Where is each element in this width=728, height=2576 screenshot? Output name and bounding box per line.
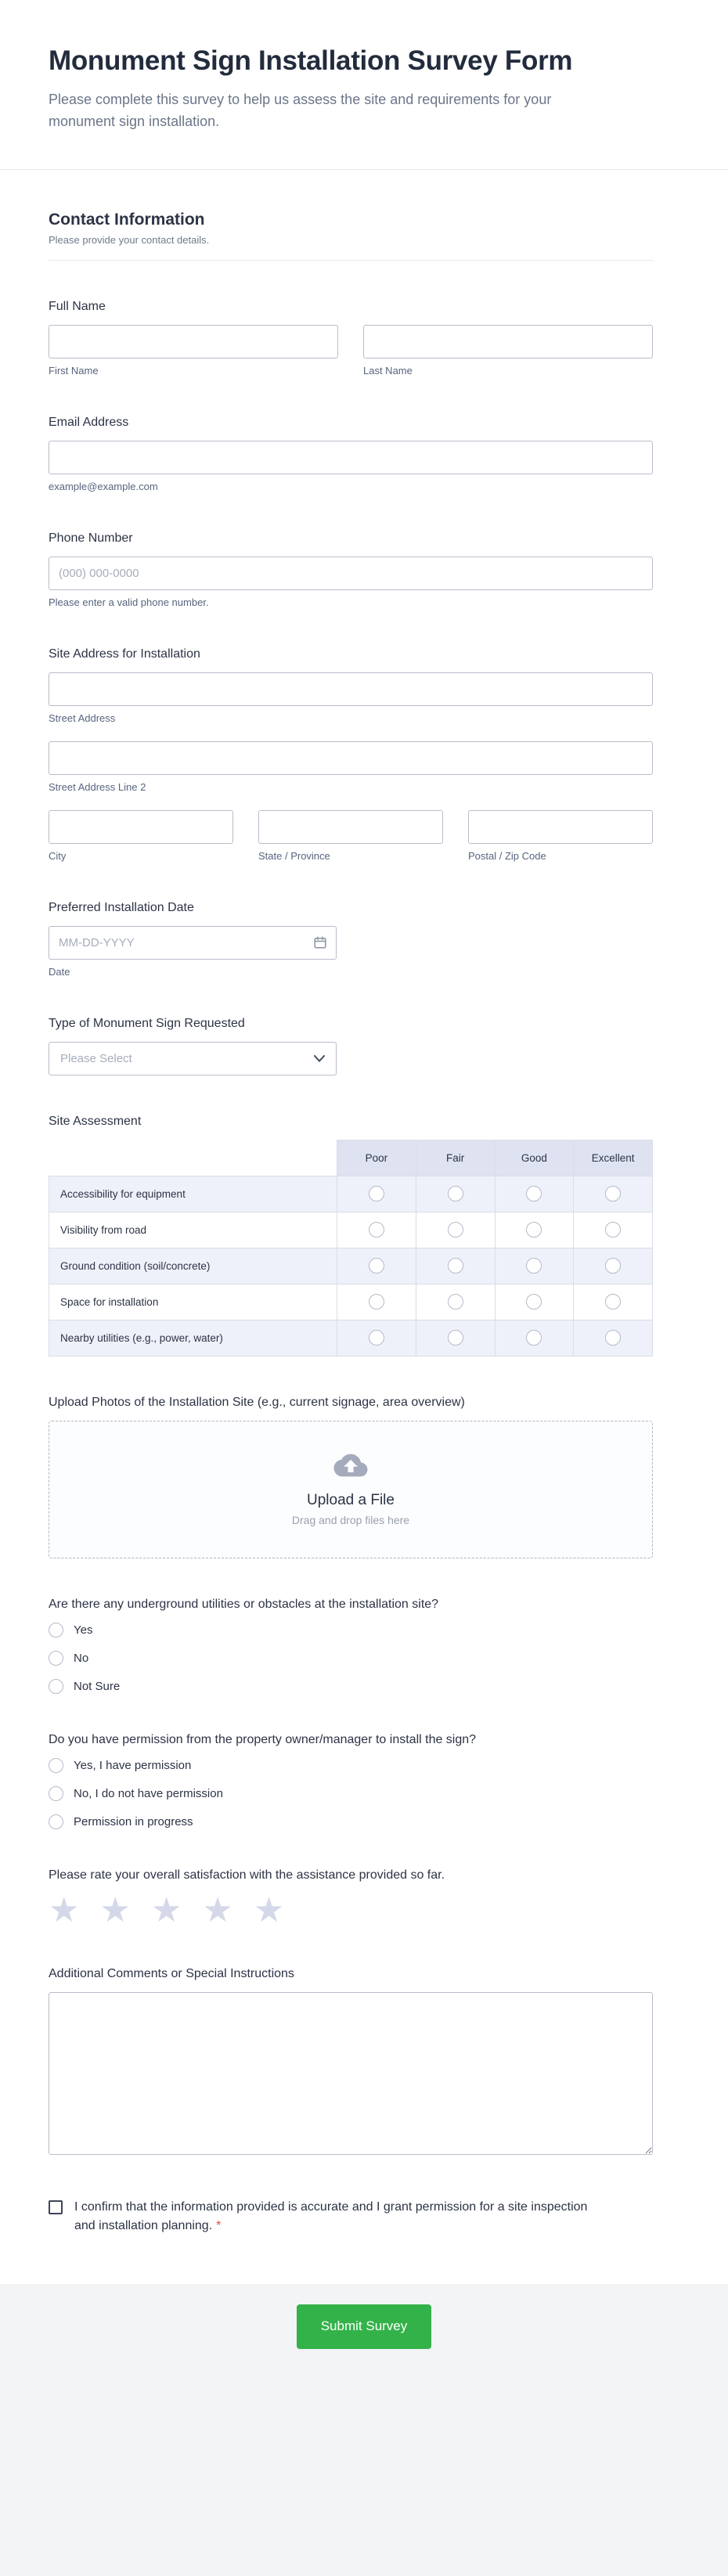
phone-sublabel: Please enter a valid phone number. (49, 596, 209, 608)
matrix-row-label: Visibility from road (49, 1212, 337, 1248)
matrix-corner-cell (49, 1140, 337, 1176)
matrix-radio[interactable] (605, 1294, 621, 1310)
permission-label: Do you have permission from the property owner/manager to install the sign? (49, 1732, 477, 1746)
star-icon[interactable]: ★ (202, 1890, 233, 1930)
date-input[interactable] (49, 926, 337, 960)
matrix-col-fair: Fair (416, 1140, 495, 1176)
matrix-col-good: Good (495, 1140, 574, 1176)
radio-option-label: Yes, I have permission (74, 1758, 192, 1772)
matrix-radio[interactable] (448, 1258, 463, 1274)
zip-input[interactable] (468, 810, 653, 844)
question-full-name (49, 300, 653, 376)
sign-type-select[interactable] (49, 1042, 337, 1075)
matrix-radio[interactable] (605, 1330, 621, 1346)
star-rating (49, 1890, 653, 1930)
email-label: Email Address (49, 415, 129, 429)
street-address-input[interactable] (49, 672, 653, 706)
radio-option-label: Yes (74, 1623, 93, 1637)
radio-option-label: Permission in progress (74, 1814, 193, 1828)
form-header (0, 0, 728, 170)
question-underground-utilities (49, 1598, 653, 1694)
matrix-radio[interactable] (526, 1330, 542, 1346)
email-sublabel: example@example.com (49, 480, 158, 492)
radio-icon[interactable] (49, 1623, 63, 1637)
matrix-row-accessibility (49, 1176, 653, 1212)
contact-section-subtitle: Please provide your contact details. (49, 233, 210, 246)
radio-icon[interactable] (49, 1814, 63, 1829)
star-icon[interactable]: ★ (49, 1890, 80, 1930)
matrix-row-label: Accessibility for equipment (49, 1176, 337, 1212)
matrix-row-label: Nearby utilities (e.g., power, water) (49, 1320, 337, 1356)
question-address (49, 647, 653, 862)
matrix-col-excellent: Excellent (574, 1140, 653, 1176)
comments-label: Additional Comments or Special Instructions (49, 1966, 294, 1980)
last-name-input[interactable] (363, 325, 653, 358)
radio-icon[interactable] (49, 1651, 63, 1666)
radio-option-have-permission[interactable] (49, 1758, 653, 1773)
radio-option-label: No (74, 1651, 89, 1665)
upload-hint: Drag and drop files here (291, 1514, 410, 1527)
radio-option-yes[interactable] (49, 1623, 653, 1637)
satisfaction-label: Please rate your overall satisfaction with the assistance provided so far. (49, 1868, 445, 1882)
radio-option-permission-in-progress[interactable] (49, 1814, 653, 1829)
section-divider (49, 260, 653, 261)
question-sign-type (49, 1017, 653, 1075)
matrix-radio[interactable] (369, 1258, 384, 1274)
site-assessment-label: Site Assessment (49, 1114, 142, 1128)
matrix-radio[interactable] (448, 1294, 463, 1310)
matrix-radio[interactable] (605, 1186, 621, 1202)
state-sublabel: State / Province (258, 849, 330, 862)
question-email (49, 416, 653, 492)
upload-label: Upload Photos of the Installation Site (e.g., current signage, area overview) (49, 1395, 465, 1409)
last-name-sublabel: Last Name (363, 364, 413, 376)
first-name-sublabel: First Name (49, 364, 99, 376)
sign-type-selected-value: Please Select (60, 1051, 132, 1065)
matrix-row-visibility (49, 1212, 653, 1248)
question-date (49, 901, 653, 978)
question-upload (49, 1396, 653, 1558)
address-label: Site Address for Installation (49, 647, 200, 661)
full-name-label: Full Name (49, 299, 106, 313)
radio-option-no-permission[interactable] (49, 1786, 653, 1801)
matrix-radio[interactable] (526, 1258, 542, 1274)
question-comments (49, 1967, 653, 2159)
underground-utilities-label: Are there any underground utilities or obstacles at the installation site? (49, 1597, 439, 1611)
city-sublabel: City (49, 849, 67, 862)
page-title: Monument Sign Installation Survey Form (49, 45, 573, 76)
matrix-col-poor: Poor (337, 1140, 416, 1176)
submit-button[interactable]: Submit Survey (297, 2304, 431, 2349)
date-sublabel: Date (49, 965, 70, 978)
matrix-radio[interactable] (448, 1186, 463, 1202)
matrix-radio[interactable] (605, 1222, 621, 1238)
matrix-row-ground (49, 1248, 653, 1284)
star-icon[interactable]: ★ (253, 1890, 285, 1930)
matrix-radio[interactable] (448, 1330, 463, 1346)
star-icon[interactable]: ★ (99, 1890, 131, 1930)
state-input[interactable] (258, 810, 443, 844)
matrix-radio[interactable] (369, 1294, 384, 1310)
matrix-row-utilities (49, 1320, 653, 1356)
chevron-down-icon (314, 1052, 325, 1065)
required-asterisk: * (216, 2218, 222, 2232)
contact-section-title: Contact Information (49, 210, 205, 229)
file-upload-dropzone[interactable] (49, 1421, 653, 1558)
phone-label: Phone Number (49, 531, 133, 545)
question-satisfaction (49, 1868, 653, 1928)
radio-option-label: No, I do not have permission (74, 1786, 223, 1800)
city-input[interactable] (49, 810, 233, 844)
date-label: Preferred Installation Date (49, 900, 194, 914)
first-name-input[interactable] (49, 325, 338, 358)
radio-option-label: Not Sure (74, 1679, 121, 1693)
confirm-text: I confirm that the information provided is accurate and I grant permission for a site inspection and installation planning. (74, 2200, 588, 2232)
assessment-matrix (49, 1140, 653, 1356)
comments-textarea[interactable] (49, 1992, 653, 2155)
question-phone (49, 531, 653, 608)
sign-type-label: Type of Monument Sign Requested (49, 1016, 245, 1030)
matrix-radio[interactable] (369, 1330, 384, 1346)
matrix-radio[interactable] (369, 1186, 384, 1202)
matrix-radio[interactable] (369, 1222, 384, 1238)
street-address2-sublabel: Street Address Line 2 (49, 780, 146, 793)
checkbox-icon[interactable] (49, 2200, 63, 2214)
email-input[interactable] (49, 441, 653, 474)
radio-icon[interactable] (49, 1679, 63, 1694)
street-address-sublabel: Street Address (49, 712, 116, 724)
form-body (49, 170, 653, 2236)
matrix-row-label: Ground condition (soil/concrete) (49, 1248, 337, 1284)
confirm-checkbox-row[interactable] (49, 2198, 596, 2236)
matrix-radio[interactable] (526, 1294, 542, 1310)
question-permission (49, 1733, 653, 1829)
form-footer (0, 2284, 728, 2576)
star-icon[interactable]: ★ (150, 1890, 182, 1930)
radio-option-not-sure[interactable] (49, 1679, 653, 1694)
matrix-radio[interactable] (526, 1222, 542, 1238)
phone-input[interactable] (49, 557, 653, 590)
cloud-upload-icon (333, 1452, 368, 1483)
form-subtitle: Please complete this survey to help us assess the site and requirements for your monument sign installation. (49, 92, 552, 129)
contact-section-header (49, 211, 653, 261)
matrix-row-label: Space for installation (49, 1284, 337, 1320)
matrix-row-space (49, 1284, 653, 1320)
radio-icon[interactable] (49, 1786, 63, 1801)
zip-sublabel: Postal / Zip Code (468, 849, 546, 862)
matrix-radio[interactable] (526, 1186, 542, 1202)
street-address2-input[interactable] (49, 741, 653, 775)
confirm-label (74, 2198, 596, 2236)
question-site-assessment (49, 1115, 653, 1356)
matrix-radio[interactable] (605, 1258, 621, 1274)
radio-icon[interactable] (49, 1758, 63, 1773)
matrix-radio[interactable] (448, 1222, 463, 1238)
radio-option-no[interactable] (49, 1651, 653, 1666)
upload-button-label: Upload a File (307, 1492, 395, 1509)
